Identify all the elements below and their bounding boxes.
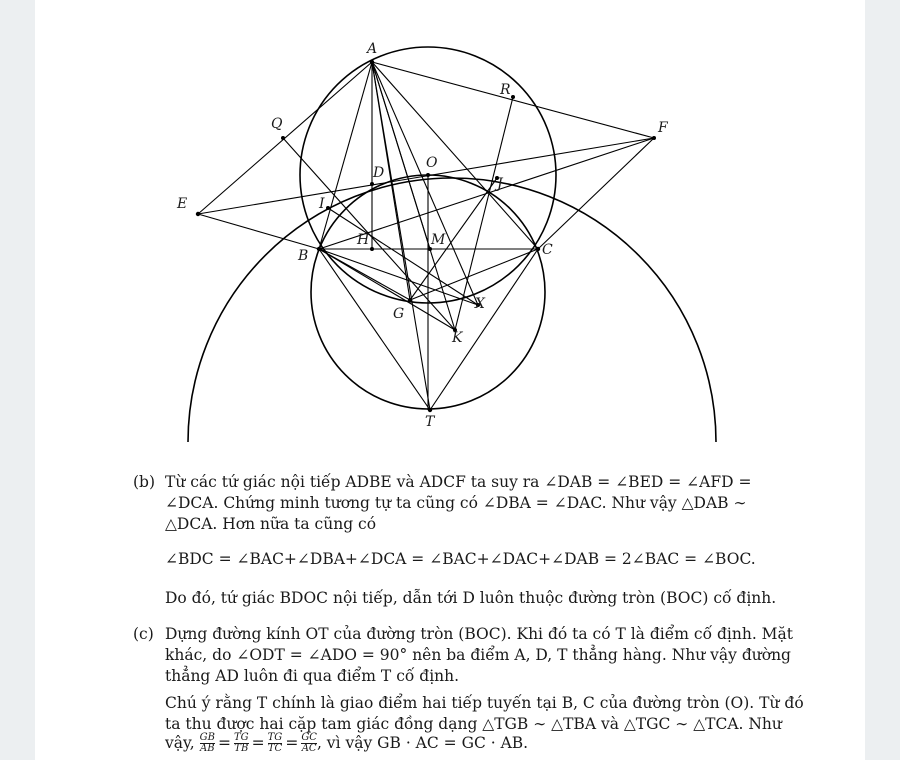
label-e: E [177, 196, 188, 212]
line3-suffix: , vì vậy GB · AC = GC · AB. [316, 734, 529, 752]
fraction-tg-tc: $\frac{TG}{TC}$ [267, 732, 283, 754]
label-h: H [357, 232, 370, 248]
part-c-label: (c) [133, 625, 154, 643]
label-b: B [298, 248, 309, 264]
label-r: R [500, 82, 511, 98]
label-q: Q [271, 116, 283, 132]
label-m: M [431, 232, 446, 248]
label-j: J [497, 176, 503, 192]
label-i: I [319, 196, 325, 212]
label-a: A [367, 41, 378, 57]
label-g: G [393, 306, 405, 322]
part-c-para2-line-3: vậy, $\frac{GB}{AB}$ = $\frac{TG}{TB}$ = $\frac{TG}{TC}$ = $\frac{GC}{AC}$ , vì vậy GB · AC = GC · AB. [165, 732, 529, 754]
part-c-line-1: Dựng đường kính OT của đường tròn (BOC). Khi đó ta có T là điểm cố định. Mặt [165, 625, 794, 643]
document-page [35, 0, 865, 760]
part-b-conclusion: Do đó, tứ giác BDOC nội tiếp, dẫn tới D luôn thuộc đường tròn (BOC) cố định. [165, 589, 777, 607]
part-c-line-3: thẳng AD luôn đi qua điểm T cố định. [165, 667, 460, 685]
label-k: K [452, 330, 463, 346]
label-d: D [373, 165, 385, 181]
part-c-para2-line-1: Chú ý rằng T chính là giao điểm hai tiếp tuyến tại B, C của đường tròn (O). Từ đó [165, 694, 804, 712]
part-c-line-2: khác, do ∠ODT = ∠ADO = 90° nên ba điểm A, D, T thẳng hàng. Như vậy đường [165, 646, 791, 664]
label-o: O [426, 155, 438, 171]
fraction-gb-ab: $\frac{GB}{AB}$ [199, 732, 215, 754]
label-c: C [542, 242, 553, 258]
fraction-gc-ac: $\frac{GC}{AC}$ [301, 732, 317, 754]
part-b-line-3: △DCA. Hơn nữa ta cũng có [165, 515, 377, 533]
label-f: F [658, 120, 668, 136]
label-x: X [475, 296, 485, 312]
label-t: T [425, 414, 435, 430]
part-c-para2-line-2: ta thu được hai cặp tam giác đồng dạng △TGB ∼ △TBA và △TGC ∼ △TCA. Như [165, 715, 782, 733]
part-b-line-2: ∠DCA. Chứng minh tương tự ta cũng có ∠DBA = ∠DAC. Như vậy △DAB ∼ [165, 494, 747, 512]
large-circle-arc [188, 178, 716, 442]
part-b-label: (b) [133, 473, 156, 491]
fraction-tg-tb: $\frac{TG}{TB}$ [233, 732, 249, 754]
part-b-line-1: Từ các tứ giác nội tiếp ADBE và ADCF ta suy ra ∠DAB = ∠BED = ∠AFD = [165, 473, 752, 491]
line3-prefix: vậy, [165, 734, 195, 752]
part-b-equation: ∠BDC = ∠BAC+∠DBA+∠DCA = ∠BAC+∠DAC+∠DAB = 2∠BAC = ∠BOC. [165, 550, 756, 568]
construction-lines [198, 62, 654, 410]
